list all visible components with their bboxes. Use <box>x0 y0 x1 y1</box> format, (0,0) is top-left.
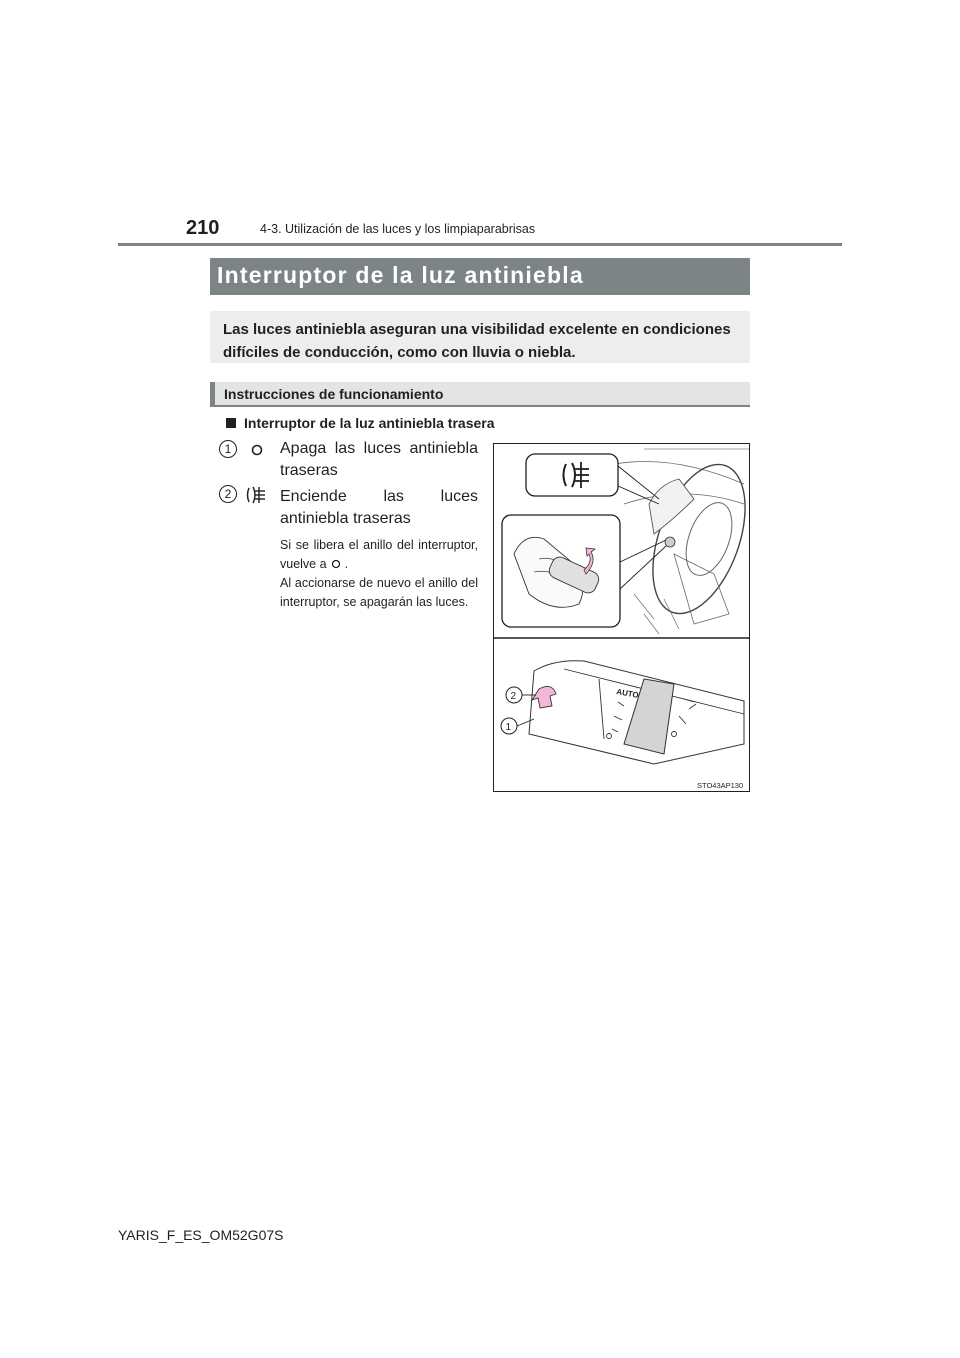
illustration-drawing <box>494 444 749 791</box>
running-title: 4-3. Utilización de las luces y los limpiaparabrisas <box>260 222 536 236</box>
note-text-before: Si se libera el anillo del interruptor, vuelve a <box>280 538 478 571</box>
item-number-2: 2 <box>219 485 237 503</box>
instructions-heading-text: Instrucciones de funcionamiento <box>224 386 444 402</box>
section-title: Interruptor de la luz antiniebla <box>210 258 750 295</box>
item-text-1: Apaga las luces antiniebla traseras <box>280 440 478 479</box>
figure-code: STO43AP130 <box>697 781 744 790</box>
footer-document-code: YARIS_F_ES_OM52G07S <box>118 1227 284 1243</box>
bullet-text: Interruptor de la luz antiniebla trasera <box>244 415 495 431</box>
note-text <box>280 536 478 612</box>
off-circle-icon <box>331 559 341 569</box>
callout-2: 2 <box>510 691 517 702</box>
bullet-heading <box>226 415 495 431</box>
square-bullet-icon <box>226 418 236 428</box>
fog-switch-illustration <box>493 443 750 792</box>
item-number-1: 1 <box>219 440 237 458</box>
auto-label: AUTO <box>615 687 640 700</box>
note-text-after: . <box>344 557 349 571</box>
off-circle-icon <box>250 443 264 457</box>
item-text-2: Enciende las luces antiniebla traseras <box>280 488 478 527</box>
note-text-second: Al accionarse de nuevo el anillo del interruptor, se apagarán las luces. <box>280 576 478 609</box>
callout-1: 1 <box>505 722 512 733</box>
heading-accent-bar <box>210 382 215 407</box>
rear-fog-light-icon <box>245 485 267 505</box>
page-number: 210 <box>186 217 220 239</box>
instructions-heading <box>210 382 750 407</box>
intro-box: Las luces antiniebla aseguran una visibilidad excelente en condiciones difíciles de conducción, como con lluvia o niebla. <box>210 311 750 363</box>
header-rule <box>118 243 842 246</box>
